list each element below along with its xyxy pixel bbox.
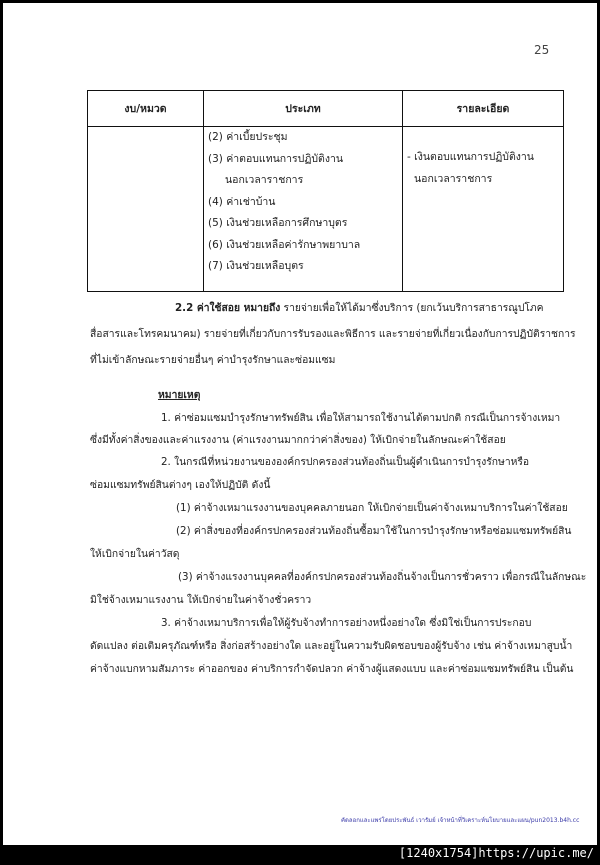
footer-note: คัดลอกและแพร่โดยประพันธ์ เวารัมย์ เจ้าหน้าที่วิเคราะห์นโยบายและแผน/pun2013.b4h.cc <box>341 817 580 824</box>
list-item: นอกเวลาราชการ <box>414 172 493 185</box>
header-category: งบ/หมวด <box>88 91 204 127</box>
note-line: (1) ค่าจ้างเหมาแรงงานของบุคคลภายนอก ให้เบิกจ่ายเป็นค่าจ้างเหมาบริการในค่าใช้สอย <box>176 502 568 514</box>
header-details: รายละเอียด <box>403 91 564 127</box>
details-list <box>403 127 563 190</box>
note-line: มิใช่จ้างเหมาแรงงาน ให้เบิกจ่ายในค่าจ้างชั่วคราว <box>90 594 312 606</box>
note-line: 3. ค่าจ้างเหมาบริการเพื่อให้ผู้รับจ้างทำการอย่างหนึ่งอย่างใด ซึ่งมิใช่เป็นการประกอบ <box>161 617 532 629</box>
section-text: รายจ่ายเพื่อให้ได้มาซึ่งบริการ (ยกเว้นบริการสาธารณูปโภค <box>280 302 544 314</box>
note-line: (2) ค่าสิ่งของที่องค์กรปกครองส่วนท้องถิ่นซื้อมาใช้ในการบำรุงรักษาหรือซ่อมแซมทรัพย์สิน <box>176 525 572 537</box>
document-page <box>3 3 597 845</box>
list-item: (3) ค่าตอบแทนการปฏิบัติงาน <box>208 152 344 165</box>
type-cell <box>204 127 403 292</box>
category-cell <box>88 127 204 292</box>
note-line: 2. ในกรณีที่หน่วยงานขององค์กรปกครองส่วนท้องถิ่นเป็นผู้ดำเนินการบำรุงรักษาหรือ <box>161 456 530 468</box>
note-line: ซ่อมแซมทรัพย์สินต่างๆ เองให้ปฏิบัติ ดังนี้ <box>90 479 271 491</box>
budget-table <box>87 90 564 292</box>
note-line: ให้เบิกจ่ายในค่าวัสดุ <box>90 548 180 560</box>
list-item: นอกเวลาราชการ <box>225 174 304 186</box>
note-line: ค่าจ้างแบกหามสัมภาระ ค่าออกของ ค่าบริการกำจัดปลวก ค่าจ้างผู้แสดงแบบ และค่าซ่อมแซมทรัพย์สิน เป็นต้น <box>90 663 574 675</box>
image-watermark: [1240x1754]https://upic.me/ <box>398 846 594 860</box>
section-line: ที่ไม่เข้าลักษณะรายจ่ายอื่นๆ ค่าบำรุงรักษาและซ่อมแซม <box>90 354 336 366</box>
notes-title: หมายเหตุ <box>158 389 201 401</box>
table-header-row <box>88 91 564 127</box>
type-list <box>204 127 402 278</box>
note-line: 1. ค่าซ่อมแซมบำรุงรักษาทรัพย์สิน เพื่อให้สามารถใช้งานได้ตามปกติ กรณีเป็นการจ้างเหมา <box>161 412 561 424</box>
list-item: (5) เงินช่วยเหลือการศึกษาบุตร <box>208 217 348 229</box>
header-type: ประเภท <box>204 91 403 127</box>
list-item: (4) ค่าเช่าบ้าน <box>208 195 276 208</box>
table-row <box>88 127 564 292</box>
note-line: ดัดแปลง ต่อเติมครุภัณฑ์หรือ สิ่งก่อสร้างอย่างใด และอยู่ในความรับผิดชอบของผู้รับจ้าง เช่น ค่าจ้างเหมาสูบน้ำ <box>90 640 573 652</box>
section-heading: 2.2 ค่าใช้สอย หมายถึง <box>175 302 281 314</box>
list-item: (2) ค่าเบี้ยประชุม <box>208 131 288 143</box>
page-number: 25 <box>534 43 550 57</box>
note-line: ซึ่งมีทั้งค่าสิ่งของและค่าแรงงาน (ค่าแรงงานมากกว่าค่าสิ่งของ) ให้เบิกจ่ายในลักษณะค่าใช้สอย <box>90 434 506 446</box>
list-item: (6) เงินช่วยเหลือค่ารักษาพยาบาล <box>208 238 361 251</box>
details-cell <box>403 127 564 292</box>
list-item: (7) เงินช่วยเหลือบุตร <box>208 260 304 272</box>
section-line: สื่อสารและโทรคมนาคม) รายจ่ายที่เกี่ยวกับการรับรองและพิธีการ และรายจ่ายที่เกี่ยวเนื่องกับการปฏิบัติราชการ <box>90 328 576 340</box>
list-item: - เงินตอบแทนการปฏิบัติงาน <box>407 151 534 163</box>
section-heading-line <box>175 299 544 316</box>
note-line: (3) ค่าจ้างแรงงานบุคคลที่องค์กรปกครองส่วนท้องถิ่นจ้างเป็นการชั่วคราว เพื่อกรณีในลักษณะ <box>178 571 587 583</box>
